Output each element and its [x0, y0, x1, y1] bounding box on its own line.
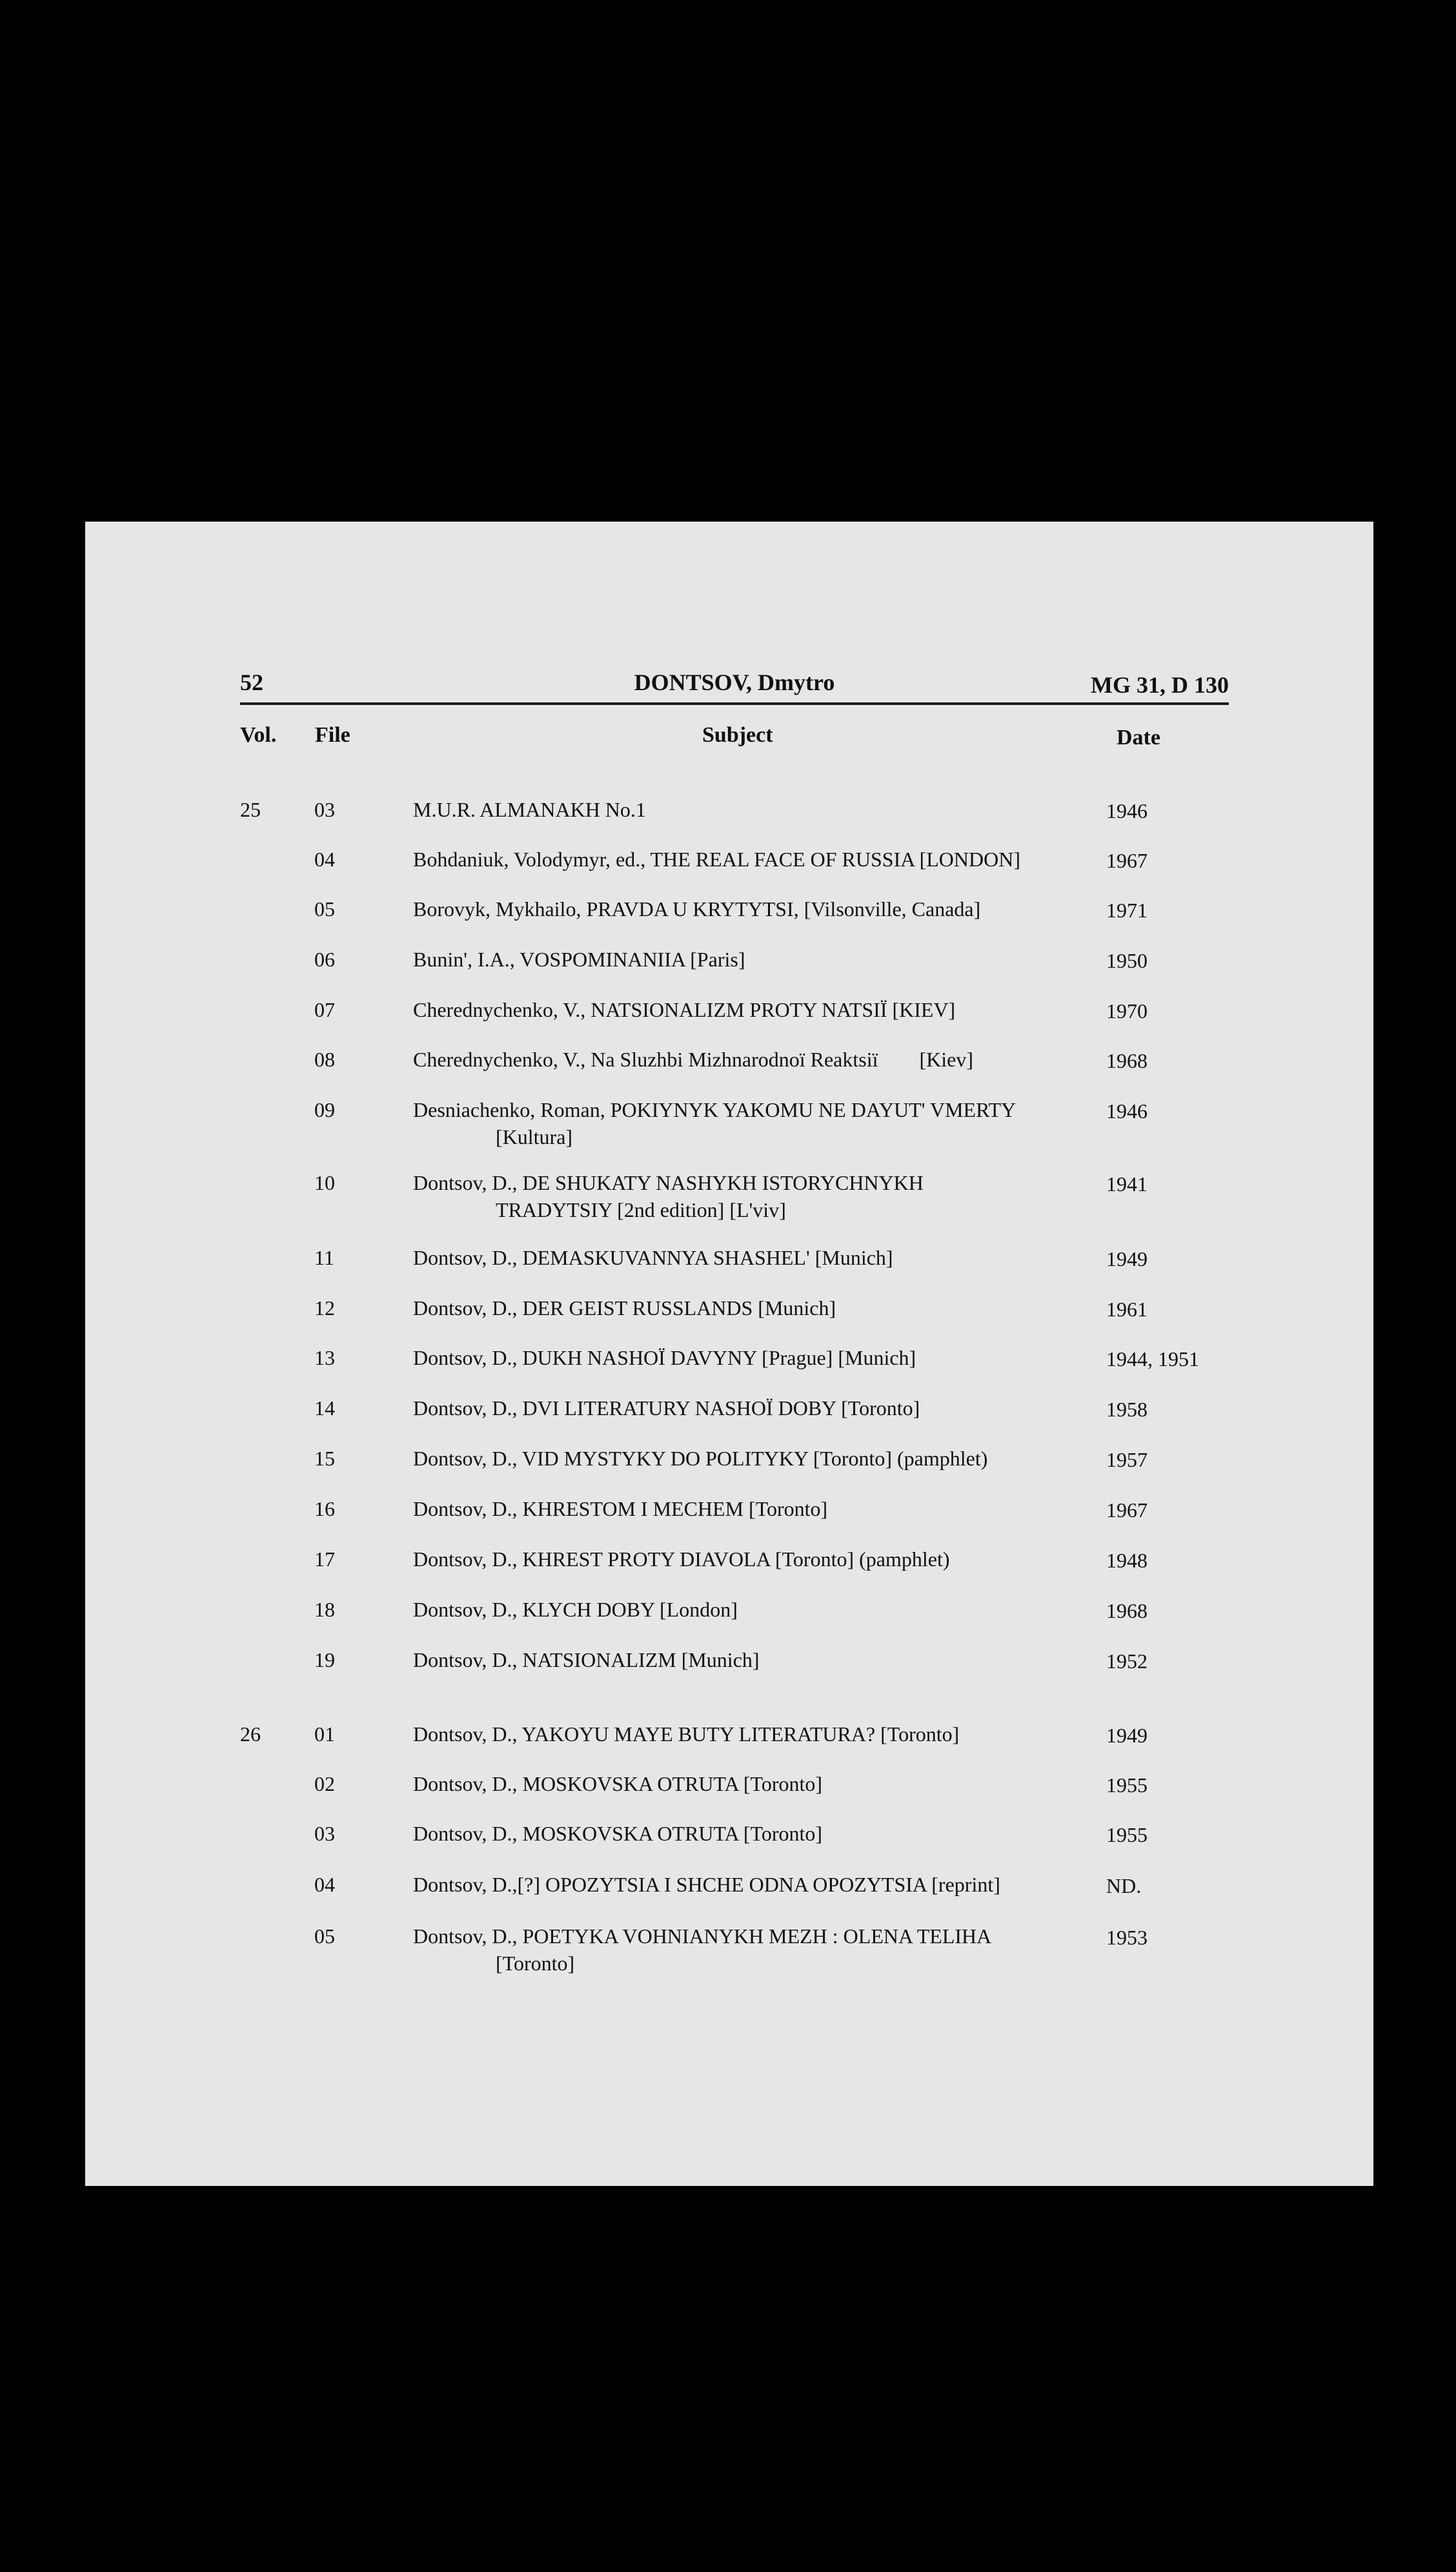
- row-subject-line1: Cherednychenko, V., Na Sluzhbi Mizhnarodnoï Reaktsiï [Kiev]: [413, 1048, 973, 1071]
- row-file: 14: [314, 1396, 335, 1420]
- row-date: 1955: [1106, 1823, 1148, 1846]
- row-file: 04: [314, 1873, 335, 1896]
- row-subject: [413, 1871, 1071, 1898]
- row-file: 02: [314, 1772, 335, 1795]
- row-file: 19: [314, 1648, 335, 1671]
- row-subject: [413, 1046, 1071, 1073]
- row-subject: [413, 1394, 1071, 1422]
- row-subject-line1: Dontsov, D., DUKH NASHOÏ DAVYNY [Prague] [Munich]: [413, 1346, 916, 1369]
- row-date: 1967: [1106, 849, 1148, 872]
- row-date: 1949: [1106, 1724, 1148, 1747]
- row-subject: [413, 1770, 1071, 1797]
- row-subject: [413, 1923, 1071, 1977]
- row-date: 1952: [1106, 1649, 1148, 1673]
- row-file: 06: [314, 948, 335, 971]
- row-subject-line1: Dontsov, D., DEMASKUVANNYA SHASHEL' [Munich]: [413, 1246, 893, 1269]
- row-subject-line1: Dontsov, D., NATSIONALIZM [Munich]: [413, 1648, 760, 1671]
- row-date: ND.: [1106, 1874, 1142, 1897]
- column-header-date: Date: [1117, 726, 1160, 750]
- row-subject-line1: Bohdaniuk, Volodymyr, ed., THE REAL FACE OF RUSSIA [LONDON]: [413, 848, 1020, 871]
- row-file: 15: [314, 1447, 335, 1470]
- column-header-file: File: [315, 723, 350, 747]
- row-subject: [413, 1445, 1071, 1472]
- row-vol: 25: [240, 798, 261, 821]
- row-file: 05: [314, 897, 335, 921]
- row-date: 1971: [1106, 899, 1148, 922]
- row-subject: [413, 846, 1071, 873]
- row-subject-line1: Dontsov, D., VID MYSTYKY DO POLITYKY [Toronto] (pamphlet): [413, 1447, 988, 1470]
- row-date: 1957: [1106, 1448, 1148, 1471]
- row-file: 18: [314, 1598, 335, 1621]
- row-date: 1941: [1106, 1172, 1148, 1196]
- row-subject-line1: M.U.R. ALMANAKH No.1: [413, 798, 646, 821]
- row-date: 1948: [1106, 1549, 1148, 1572]
- fonds-reference: MG 31, D 130: [1091, 672, 1229, 698]
- row-subject: [413, 996, 1071, 1023]
- row-date: 1946: [1106, 1099, 1148, 1123]
- row-subject-line2: TRADYTSIY [2nd edition] [L'viv]: [496, 1198, 786, 1221]
- row-subject: [413, 1646, 1071, 1673]
- row-file: 16: [314, 1497, 335, 1520]
- row-subject: [413, 1096, 1071, 1150]
- row-subject-line1: Dontsov, D., KHREST PROTY DIAVOLA [Toronto] (pamphlet): [413, 1547, 950, 1571]
- column-header-subject: Subject: [702, 723, 773, 747]
- row-subject-line1: Bunin', I.A., VOSPOMINANIIA [Paris]: [413, 948, 745, 971]
- row-file: 08: [314, 1048, 335, 1071]
- row-date: 1950: [1106, 949, 1148, 972]
- row-date: 1967: [1106, 1498, 1148, 1522]
- page-title: DONTSOV, Dmytro: [634, 669, 835, 695]
- row-subject: [413, 1169, 1071, 1223]
- row-subject-line1: Cherednychenko, V., NATSIONALIZM PROTY NATSIÏ [KIEV]: [413, 998, 956, 1021]
- row-file: 03: [314, 1822, 335, 1845]
- row-subject-line2: [Toronto]: [496, 1952, 575, 1975]
- row-subject: [413, 1546, 1071, 1573]
- row-subject: [413, 1495, 1071, 1522]
- row-subject-line1: Dontsov, D., DVI LITERATURY NASHOÏ DOBY [Toronto]: [413, 1396, 920, 1420]
- row-subject-line1: Dontsov, D.,[?] OPOZYTSIA I SHCHE ODNA OPOZYTSIA [reprint]: [413, 1873, 1000, 1896]
- row-file: 11: [314, 1246, 334, 1269]
- row-file: 01: [314, 1722, 335, 1746]
- row-date: 1968: [1106, 1049, 1148, 1072]
- row-date: 1968: [1106, 1599, 1148, 1622]
- row-file: 12: [314, 1296, 335, 1320]
- finding-aid-table: [85, 522, 1373, 2186]
- row-date: 1946: [1106, 799, 1148, 822]
- row-subject-line1: Dontsov, D., DER GEIST RUSSLANDS [Munich]: [413, 1296, 836, 1320]
- row-file: 04: [314, 848, 335, 871]
- row-subject: [413, 1820, 1071, 1847]
- column-header-vol: Vol.: [240, 723, 277, 747]
- row-vol: 26: [240, 1722, 261, 1746]
- row-subject-line1: Desniachenko, Roman, POKIYNYK YAKOMU NE DAYUT' VMERTY: [413, 1098, 1016, 1121]
- row-subject: [413, 1720, 1071, 1748]
- row-date: 1958: [1106, 1398, 1148, 1421]
- row-file: 17: [314, 1547, 335, 1571]
- row-subject: [413, 1596, 1071, 1623]
- row-date: 1955: [1106, 1773, 1148, 1797]
- row-subject-line1: Dontsov, D., YAKOYU MAYE BUTY LITERATURA? [Toronto]: [413, 1722, 960, 1746]
- row-file: 10: [314, 1171, 335, 1194]
- row-date: 1961: [1106, 1298, 1148, 1321]
- row-subject-line2: [Kultura]: [496, 1125, 573, 1148]
- row-subject-line1: Dontsov, D., KHRESTOM I MECHEM [Toronto]: [413, 1497, 828, 1520]
- row-subject-line1: Dontsov, D., DE SHUKATY NASHYKH ISTORYCHNYKH: [413, 1171, 924, 1194]
- row-subject: [413, 946, 1071, 973]
- row-subject-line1: Dontsov, D., MOSKOVSKA OTRUTA [Toronto]: [413, 1822, 823, 1845]
- row-date: 1953: [1106, 1926, 1148, 1949]
- row-subject: [413, 796, 1071, 823]
- row-file: 07: [314, 998, 335, 1021]
- row-file: 09: [314, 1098, 335, 1121]
- row-subject: [413, 1244, 1071, 1271]
- row-file: 03: [314, 798, 335, 821]
- row-subject-line1: Dontsov, D., KLYCH DOBY [London]: [413, 1598, 738, 1621]
- page-number: 52: [240, 669, 263, 695]
- row-file: 13: [314, 1346, 335, 1369]
- row-date: 1970: [1106, 999, 1148, 1023]
- row-date: 1944, 1951: [1106, 1347, 1199, 1371]
- row-subject: [413, 1294, 1071, 1322]
- row-subject-line1: Dontsov, D., MOSKOVSKA OTRUTA [Toronto]: [413, 1772, 823, 1795]
- document-page: [85, 522, 1373, 2186]
- row-date: 1949: [1106, 1247, 1148, 1271]
- row-subject: [413, 895, 1071, 923]
- row-subject: [413, 1344, 1071, 1371]
- row-file: 05: [314, 1924, 335, 1948]
- row-subject-line1: Borovyk, Mykhailo, PRAVDA U KRYTYTSI, [Vilsonville, Canada]: [413, 897, 981, 921]
- row-subject-line1: Dontsov, D., POETYKA VOHNIANYKH MEZH : OLENA TELIHA: [413, 1924, 992, 1948]
